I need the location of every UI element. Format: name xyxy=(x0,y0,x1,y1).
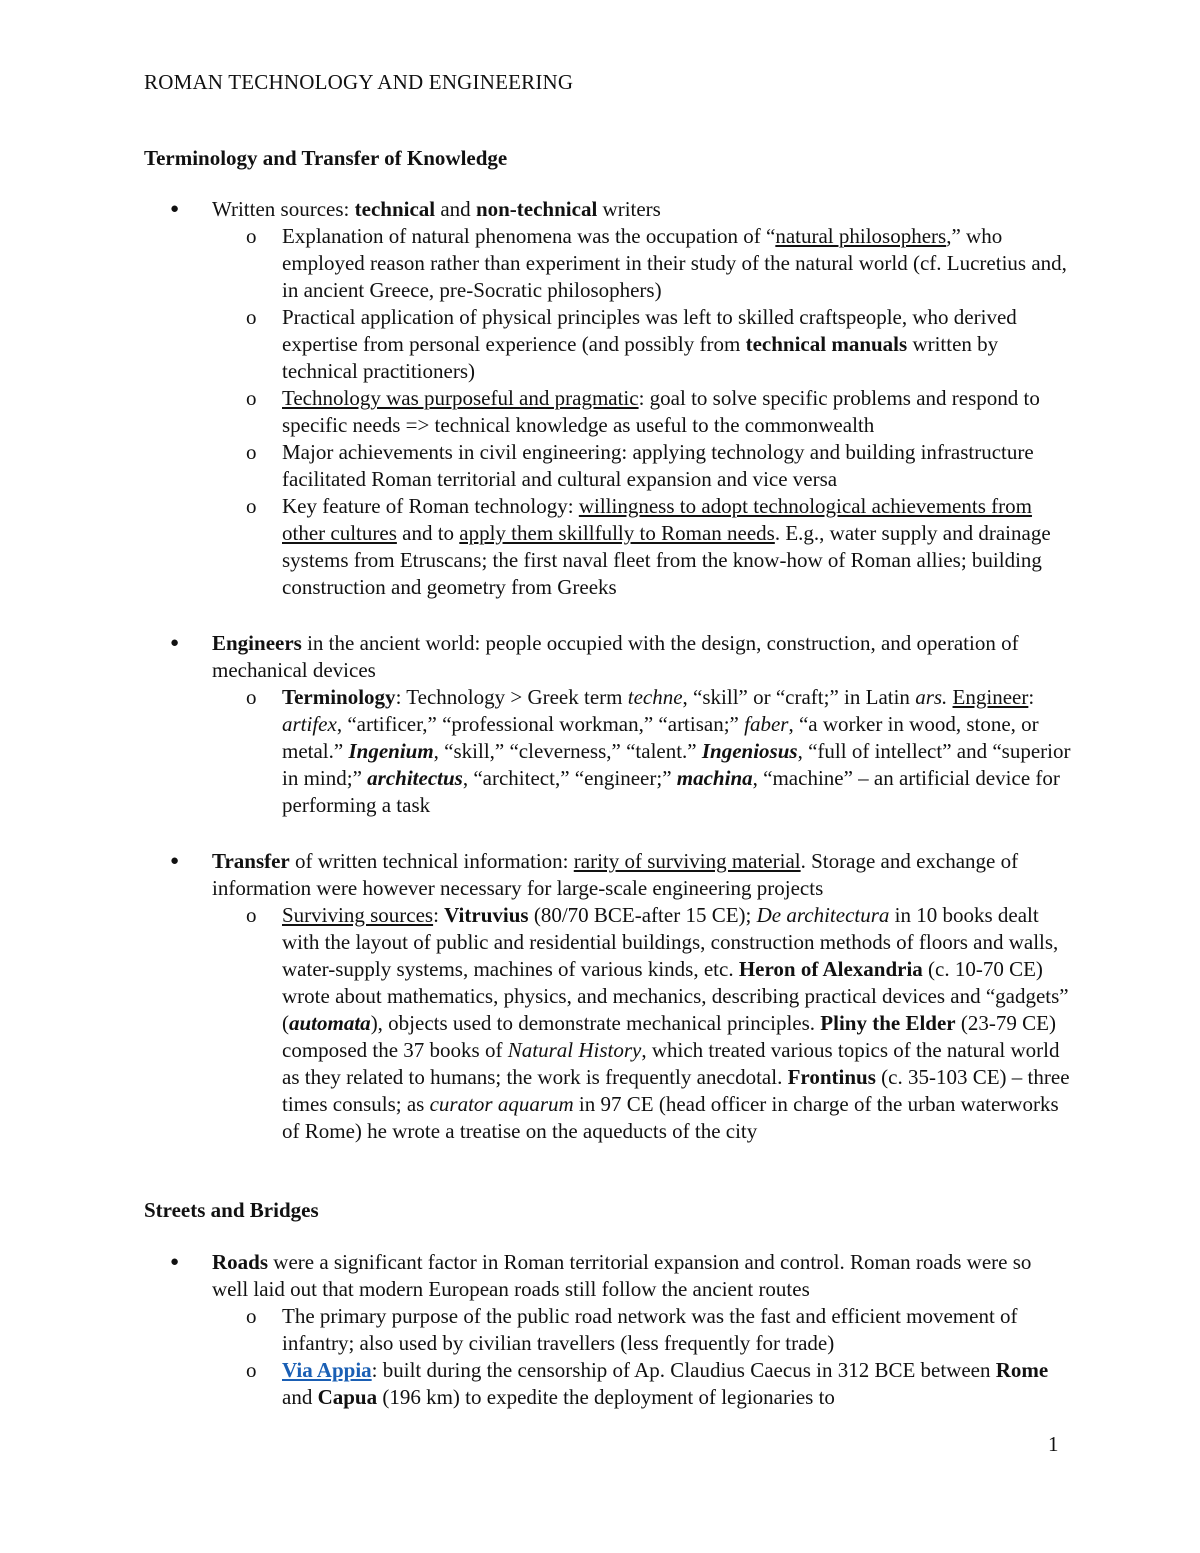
sub-bullet-icon: o xyxy=(246,494,257,518)
section-heading-terminology: Terminology and Transfer of Knowledge xyxy=(144,146,508,170)
list-item-roads: Roads were a significant factor in Roman territorial expansion and control. Roman roads were so well laid out that modern European roads still follow the ancient routes xyxy=(212,1250,1032,1301)
sub-item-terminology: Terminology: Technology > Greek term techne, “skill” or “craft;” in Latin ars. Engineer: artifex, “artificer,” “professional workman,” “artisan;” faber, “a worker in wood, stone, or metal.” Ingenium, “skill,” “cleverness,” “talent.” Ingeniosus, “full of intellect” and “superior in mind;” architectus, “architect,” “engineer;” machina, “machine” – an artificial device for performing a task xyxy=(282,685,1071,817)
running-header: ROMAN TECHNOLOGY AND ENGINEERING xyxy=(144,70,574,94)
via-appia-link[interactable]: Via Appia xyxy=(282,1358,372,1382)
sub-item-key-feature: Key feature of Roman technology: willingness to adopt technological achievements from other cultures and to apply them skillfully to Roman needs. E.g., water supply and drainage systems from Etruscans; the first naval fleet from the know-how of Roman allies; building construction and geometry from Greeks xyxy=(282,494,1051,599)
sub-item-road-purpose: The primary purpose of the public road network was the fast and efficient movement of infantry; also used by civilian travellers (less frequently for trade) xyxy=(282,1304,1018,1355)
bullet-icon: ● xyxy=(170,853,180,869)
sub-bullet-icon: o xyxy=(246,440,257,464)
sub-bullet-icon: o xyxy=(246,386,257,410)
bullet-icon: ● xyxy=(170,1254,180,1270)
bullet-icon: ● xyxy=(170,201,180,217)
page-number: 1 xyxy=(1048,1432,1059,1456)
list-item-written-sources: Written sources: technical and non-technical writers xyxy=(212,197,661,221)
sub-item-surviving-sources: Surviving sources: Vitruvius (80/70 BCE-after 15 CE); De architectura in 10 books dealt with the layout of public and residential buildings, construction methods of floors and walls, water-supply systems, machines of various kinds, etc. Heron of Alexandria (c. 10-70 CE) wrote about mathematics, physics, and mechanics, describing practical devices and “gadgets” (automata), objects used to demonstrate mechanical principles. Pliny the Elder (23-79 CE) composed the 37 books of Natural History, which treated various topics of the natural world as they related to humans; the work is frequently anecdotal. Frontinus (c. 35-103 CE) – three times consuls; as curator aquarum in 97 CE (head officer in charge of the urban waterworks of Rome) he wrote a treatise on the aqueducts of the city xyxy=(282,903,1070,1143)
sub-item-natural-philosophers: Explanation of natural phenomena was the occupation of “natural philosophers,” who employed reason rather than experiment in their study of the natural world (cf. Lucretius and, in ancient Greece, pre-Socratic philosophers) xyxy=(282,224,1067,302)
list-item-engineers: Engineers in the ancient world: people occupied with the design, construction, and operation of mechanical devices xyxy=(212,631,1019,682)
sub-item-technology-purposeful: Technology was purposeful and pragmatic: goal to solve specific problems and respond to specific needs => technical knowledge as useful to the commonwealth xyxy=(282,386,1040,437)
sub-bullet-icon: o xyxy=(246,903,257,927)
sub-bullet-icon: o xyxy=(246,1304,257,1328)
sub-item-via-appia: Via Appia: built during the censorship of Ap. Claudius Caecus in 312 BCE between Rome and Capua (196 km) to expedite the deployment of legionaries to xyxy=(282,1358,1049,1409)
sub-bullet-icon: o xyxy=(246,685,257,709)
list-item-transfer: Transfer of written technical information: rarity of surviving material. Storage and exchange of information were however necessary for large-scale engineering projects xyxy=(212,849,1019,900)
section-heading-streets-bridges: Streets and Bridges xyxy=(144,1198,319,1222)
sub-item-practical-application: Practical application of physical principles was left to skilled craftspeople, who derived expertise from personal experience (and possibly from technical manuals written by technical practitioners) xyxy=(282,305,1017,383)
sub-bullet-icon: o xyxy=(246,1358,257,1382)
sub-bullet-icon: o xyxy=(246,305,257,329)
sub-item-civil-engineering: Major achievements in civil engineering: applying technology and building infrastructure facilitated Roman territorial and cultural expansion and vice versa xyxy=(282,440,1034,491)
sub-bullet-icon: o xyxy=(246,224,257,248)
bullet-icon: ● xyxy=(170,635,180,651)
